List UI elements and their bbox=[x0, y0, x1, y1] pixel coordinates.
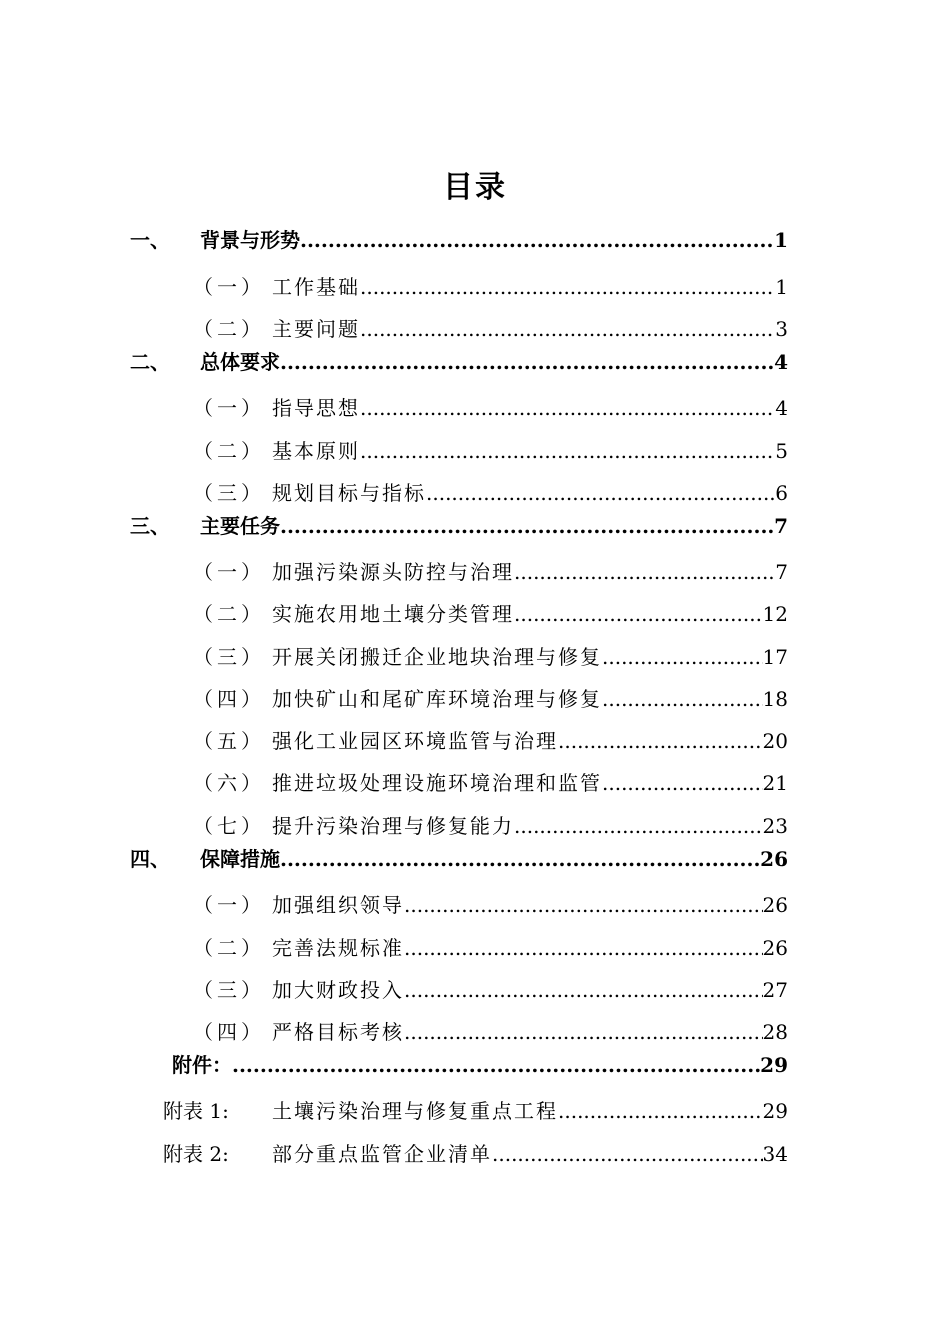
toc-entry-label: 部分重点监管企业清单 bbox=[272, 1142, 492, 1166]
toc-entry-attachment-table[interactable] bbox=[0, 1140, 950, 1168]
dot-leader bbox=[280, 845, 760, 873]
toc-entry-number: （四） bbox=[193, 1020, 265, 1044]
toc-entry-leader bbox=[272, 437, 788, 465]
toc-entry-leader bbox=[272, 315, 788, 343]
dot-leader bbox=[558, 727, 763, 755]
dot-leader bbox=[602, 685, 763, 713]
toc-entry-number: （二） bbox=[193, 936, 265, 960]
toc-entry-page: 6 bbox=[775, 481, 788, 505]
toc-entry-label: 工作基础 bbox=[272, 275, 360, 299]
toc-entry-section-1[interactable] bbox=[0, 226, 950, 254]
dot-leader bbox=[360, 315, 775, 343]
toc-entry-page: 28 bbox=[762, 1020, 788, 1044]
toc-entry-leader bbox=[272, 934, 788, 962]
toc-entry-page: 23 bbox=[762, 814, 788, 838]
toc-entry-page: 20 bbox=[762, 729, 788, 753]
toc-entry-page: 26 bbox=[762, 893, 788, 917]
toc-entry-subsection[interactable] bbox=[0, 1018, 950, 1046]
toc-entry-leader bbox=[172, 1051, 788, 1079]
toc-entry-section-2[interactable] bbox=[0, 348, 950, 376]
toc-entry-leader bbox=[272, 394, 788, 422]
toc-entry-attachment-table[interactable] bbox=[0, 1097, 950, 1125]
toc-entry-leader bbox=[272, 976, 788, 1004]
toc-entry-page: 27 bbox=[762, 978, 788, 1002]
toc-entry-leader bbox=[272, 727, 788, 755]
toc-entry-label: 严格目标考核 bbox=[272, 1020, 404, 1044]
toc-title: 目录 bbox=[443, 170, 507, 205]
toc-entry-leader bbox=[272, 1018, 788, 1046]
toc-entry-page: 5 bbox=[775, 439, 788, 463]
toc-entry-page: 26 bbox=[760, 847, 788, 871]
toc-entry-label: 提升污染治理与修复能力 bbox=[272, 814, 514, 838]
toc-entry-label: 加大财政投入 bbox=[272, 978, 404, 1002]
toc-entry-number: （六） bbox=[193, 771, 265, 795]
toc-entry-label: 加强组织领导 bbox=[272, 893, 404, 917]
dot-leader bbox=[426, 479, 775, 507]
toc-entry-number: （五） bbox=[193, 729, 265, 753]
dot-leader bbox=[404, 976, 763, 1004]
toc-entry-label: 加快矿山和尾矿库环境治理与修复 bbox=[272, 687, 602, 711]
toc-entry-leader bbox=[272, 479, 788, 507]
toc-entry-subsection[interactable] bbox=[0, 600, 950, 628]
toc-entry-subsection[interactable] bbox=[0, 812, 950, 840]
toc-entry-label: 完善法规标准 bbox=[272, 936, 404, 960]
toc-entry-leader bbox=[200, 226, 788, 254]
toc-entry-page: 7 bbox=[774, 514, 788, 538]
toc-entry-subsection[interactable] bbox=[0, 934, 950, 962]
dot-leader bbox=[280, 512, 774, 540]
toc-entry-label: 主要任务 bbox=[200, 514, 280, 538]
dot-leader bbox=[492, 1140, 763, 1168]
toc-entry-number: 四、 bbox=[130, 847, 170, 871]
dot-leader bbox=[602, 769, 763, 797]
dot-leader bbox=[514, 600, 763, 628]
toc-entry-attachments[interactable] bbox=[0, 1051, 950, 1079]
toc-entry-subsection[interactable] bbox=[0, 727, 950, 755]
toc-entry-label: 背景与形势 bbox=[200, 228, 300, 252]
toc-entry-leader bbox=[272, 685, 788, 713]
toc-entry-label: 开展关闭搬迁企业地块治理与修复 bbox=[272, 645, 602, 669]
toc-entry-section-4[interactable] bbox=[0, 845, 950, 873]
toc-entry-leader bbox=[272, 1097, 788, 1125]
toc-entry-label: 土壤污染治理与修复重点工程 bbox=[272, 1099, 558, 1123]
toc-entry-page: 29 bbox=[760, 1053, 788, 1077]
dot-leader bbox=[404, 934, 763, 962]
toc-entry-leader bbox=[272, 769, 788, 797]
toc-entry-page: 21 bbox=[762, 771, 788, 795]
dot-leader bbox=[232, 1051, 760, 1079]
toc-entry-subsection[interactable] bbox=[0, 685, 950, 713]
toc-entry-page: 17 bbox=[762, 645, 788, 669]
toc-entry-label: 推进垃圾处理设施环境治理和监管 bbox=[272, 771, 602, 795]
toc-entry-page: 4 bbox=[775, 396, 788, 420]
dot-leader bbox=[558, 1097, 763, 1125]
dot-leader bbox=[404, 1018, 763, 1046]
toc-entry-number: （四） bbox=[193, 687, 265, 711]
dot-leader bbox=[360, 394, 775, 422]
toc-entry-subsection[interactable] bbox=[0, 273, 950, 301]
toc-entry-page: 12 bbox=[762, 602, 788, 626]
toc-entry-subsection[interactable] bbox=[0, 479, 950, 507]
toc-entry-label: 总体要求 bbox=[200, 350, 280, 374]
toc-entry-subsection[interactable] bbox=[0, 437, 950, 465]
toc-entry-number: （一） bbox=[193, 396, 265, 420]
toc-entry-leader bbox=[272, 273, 788, 301]
dot-leader bbox=[602, 643, 763, 671]
toc-entry-number: 附表 2: bbox=[163, 1142, 229, 1166]
toc-entry-leader bbox=[272, 891, 788, 919]
toc-entry-page: 4 bbox=[774, 350, 788, 374]
toc-entry-label: 基本原则 bbox=[272, 439, 360, 463]
toc-entry-subsection[interactable] bbox=[0, 891, 950, 919]
toc-entry-number: （二） bbox=[193, 439, 265, 463]
toc-entry-leader bbox=[272, 558, 788, 586]
toc-entry-number: （一） bbox=[193, 560, 265, 584]
dot-leader bbox=[360, 437, 775, 465]
toc-entry-label: 规划目标与指标 bbox=[272, 481, 426, 505]
toc-entry-number: （三） bbox=[193, 645, 265, 669]
toc-entry-number: （三） bbox=[193, 481, 265, 505]
toc-entry-number: 二、 bbox=[130, 350, 170, 374]
dot-leader bbox=[280, 348, 774, 376]
toc-entry-leader bbox=[272, 600, 788, 628]
toc-entry-number: （一） bbox=[193, 893, 265, 917]
toc-entry-number: （七） bbox=[193, 814, 265, 838]
toc-entry-number: 一、 bbox=[130, 228, 170, 252]
toc-entry-leader bbox=[272, 812, 788, 840]
toc-entry-page: 1 bbox=[774, 228, 788, 252]
toc-entry-page: 26 bbox=[762, 936, 788, 960]
dot-leader bbox=[300, 226, 774, 254]
toc-entry-leader bbox=[200, 512, 788, 540]
dot-leader bbox=[360, 273, 775, 301]
toc-entry-page: 29 bbox=[762, 1099, 788, 1123]
toc-entry-number: （二） bbox=[193, 317, 265, 341]
toc-entry-subsection[interactable] bbox=[0, 558, 950, 586]
toc-entry-page: 34 bbox=[762, 1142, 788, 1166]
toc-entry-label: 主要问题 bbox=[272, 317, 360, 341]
toc-entry-label: 加强污染源头防控与治理 bbox=[272, 560, 514, 584]
toc-entry-section-3[interactable] bbox=[0, 512, 950, 540]
toc-entry-leader bbox=[200, 348, 788, 376]
dot-leader bbox=[404, 891, 763, 919]
toc-entry-number: 三、 bbox=[130, 514, 170, 538]
toc-entry-label: 强化工业园区环境监管与治理 bbox=[272, 729, 558, 753]
toc-entry-subsection[interactable] bbox=[0, 315, 950, 343]
toc-entry-subsection[interactable] bbox=[0, 976, 950, 1004]
toc-entry-subsection[interactable] bbox=[0, 394, 950, 422]
toc-entry-label: 指导思想 bbox=[272, 396, 360, 420]
toc-entry-page: 7 bbox=[775, 560, 788, 584]
toc-entry-label: 保障措施 bbox=[200, 847, 280, 871]
toc-entry-leader bbox=[272, 643, 788, 671]
toc-entry-leader bbox=[272, 1140, 788, 1168]
toc-entry-number: （一） bbox=[193, 275, 265, 299]
toc-entry-label: 附件： bbox=[172, 1053, 232, 1077]
dot-leader bbox=[514, 558, 775, 586]
toc-entry-subsection[interactable] bbox=[0, 643, 950, 671]
toc-entry-number: （二） bbox=[193, 602, 265, 626]
toc-entry-page: 18 bbox=[762, 687, 788, 711]
toc-entry-number: 附表 1: bbox=[163, 1099, 229, 1123]
toc-entry-page: 1 bbox=[775, 275, 788, 299]
toc-entry-label: 实施农用地土壤分类管理 bbox=[272, 602, 514, 626]
toc-entry-page: 3 bbox=[775, 317, 788, 341]
toc-entry-number: （三） bbox=[193, 978, 265, 1002]
toc-entry-leader bbox=[200, 845, 788, 873]
dot-leader bbox=[514, 812, 763, 840]
toc-entry-subsection[interactable] bbox=[0, 769, 950, 797]
